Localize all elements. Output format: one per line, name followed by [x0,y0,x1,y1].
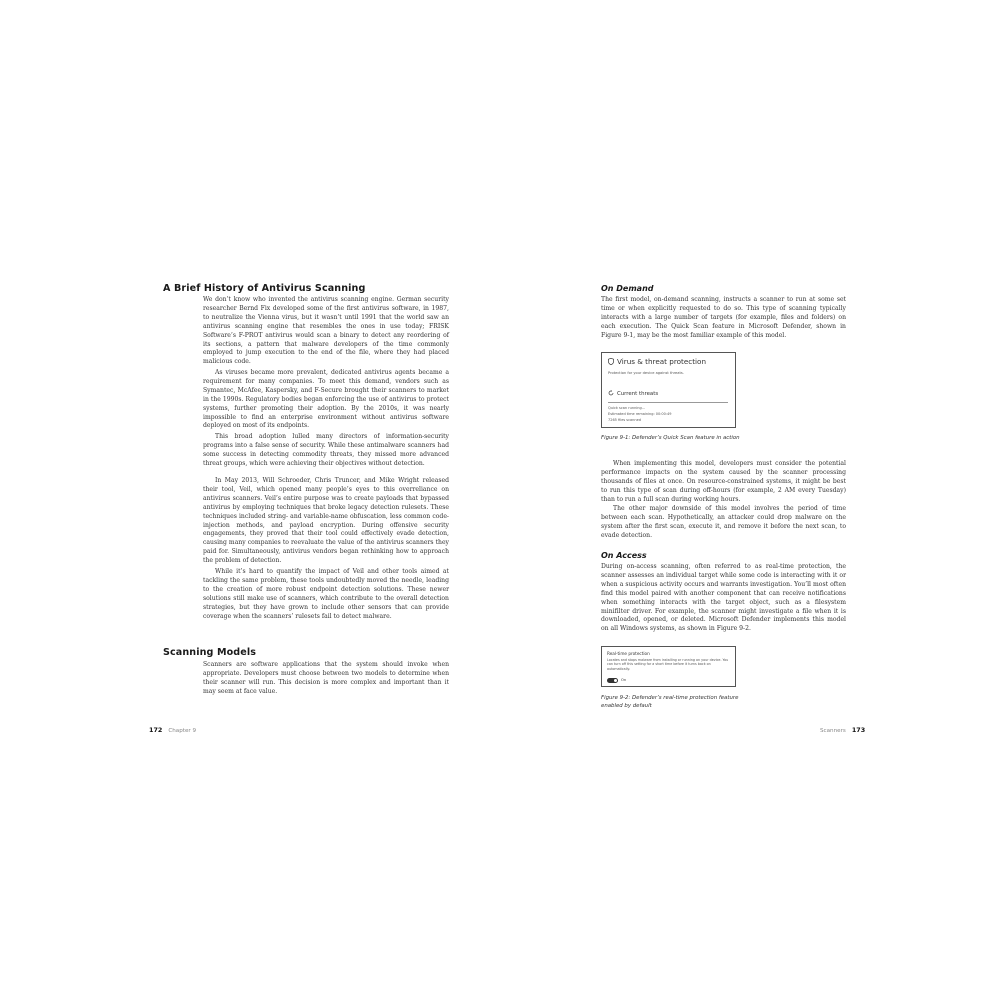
chapter-label: Chapter 9 [168,728,197,734]
time-remaining: Estimated time remaining: 00:00:49 [608,412,672,416]
heading-brief-history: A Brief History of Antivirus Scanning [163,283,366,294]
figure-title: Real-time protection [607,651,650,656]
paragraph: The first model, on-demand scanning, instructs a scanner to run at some set time or when explicitly requested to do so. This type of scanning typically interacts with a large number of targets (for example, files and folders) on each execution. The Quick Scan feature in Microsoft Defender, shown in Figure 9-1, may be the most familiar example of this model. [601,296,846,339]
page-number: 173 [851,726,866,734]
right-folio [814,726,865,734]
divider [608,402,728,403]
paragraph: We don’t know who invented the antivirus scanning engine. German security researcher Bernd Fix developed some of the first antivirus software, in 1987, to neutralize the Vienna virus, but it wasn’t until 1991 that the world saw an antivirus scanning engine that resembles the ones in use today; FRISK Software’s F-PROT antivirus would scan a binary to detect any reordering of its sections, a pattern that malware developers of the time commonly employed to jump execution to the end of the file, where they had placed malicious code. [203,296,449,366]
paragraph: While it’s hard to quantify the impact of Veil and other tools aimed at tackling the same problem, these tools undoubtedly moved the needle, leading to the creation of more robust endpoint detection solutions. These newer solutions still make use of scanners, which contribute to the overall detection strategies, but they have grown to include other sensors that can provide coverage when the scanners’ rulesets fail to detect malware. [203,568,449,620]
figure-quick-scan [601,352,736,428]
figure-caption: Figure 9-1: Defender’s Quick Scan feature in action [601,435,740,441]
refresh-icon [608,390,614,396]
paragraph: In May 2013, Will Schroeder, Chris Truncer, and Mike Wright released their tool, Veil, which opened many people’s eyes to this overreliance on antivirus scanners. Veil’s entire purpose was to create payloads that bypassed antivirus by employing techniques that broke legacy detection rulesets. These techniques included string- and variable-name obfuscation, less common code-injection methods, and payload encryption. During offensive security engagements, they proved that their tool could effectively evade detection, causing many companies to reevaluate the value of the antivirus scanners they paid for. Simultaneously, antivirus vendors began rethinking how to approach the problem of detection. [203,477,449,565]
scan-status: Quick scan running... [608,406,646,410]
figure-title: Virus & threat protection [608,357,706,366]
paragraph: This broad adoption lulled many directors of information-security programs into a false sense of security. While these antimalware scanners had some success in detecting commodity threats, they missed more advanced threat groups, which were achieving their objectives without detection. [203,433,449,467]
page-number: 172 [149,726,163,734]
toggle-switch [607,678,618,683]
toggle-label: On [621,678,627,682]
section-label: Scanners [820,728,846,734]
figure-real-time-protection [601,646,736,687]
heading-on-demand: On Demand [601,284,654,293]
figure-caption: Figure 9-2: Defender’s real-time protection feature enabled by default [601,695,739,709]
paragraph: The other major downside of this model involves the period of time between each scan. Hypothetically, an attacker could drop malware on the system after the first scan, execute it, and remove it before the next scan, to evade detection. [601,505,846,539]
left-folio [149,726,202,734]
files-scanned: 7265 files scanned [608,418,641,422]
shield-icon [608,358,614,365]
paragraph: Scanners are software applications that the system should invoke when appropriate. Developers must choose between two models to determine when their scanner will run. This decision is more complex and important than it may seem at face value. [203,661,449,695]
current-threats-section: Current threats [608,390,658,397]
heading-scanning-models: Scanning Models [163,647,257,658]
paragraph: When implementing this model, developers must consider the potential performance impacts on the system caused by the scanner processing thousands of files at once. On resource-constrained systems, it might be best to run this type of scan during off-hours (for example, 2 AM every Tuesday) than to run a full scan during working hours. [601,460,846,503]
figure-subtitle: Protection for your device against threats. [608,371,684,375]
paragraph: During on-access scanning, often referred to as real-time protection, the scanner assesses an individual target while some code is interacting with it or when a suspicious activity occurs and warrants investigation. You’ll most often find this model paired with another component that can receive notifications when something interacts with the target object, such as a filesystem minifilter driver. For example, the scanner might investigate a file when it is downloaded, opened, or deleted. Microsoft Defender implements this model on all Windows systems, as shown in Figure 9-2. [601,563,846,633]
figure-description: Locates and stops malware from installing or running on your device. You can turn off this setting for a short time before it turns back on automatically. [607,658,729,671]
heading-on-access: On Access [601,551,647,560]
paragraph: As viruses became more prevalent, dedicated antivirus agents became a requirement for many companies. To meet this demand, vendors such as Symantec, McAfee, Kaspersky, and F-Secure brought their scanners to market in the 1990s. Regulatory bodies began enforcing the use of antivirus to protect systems, further promoting their adoption. By the 2010s, it was nearly impossible to find an enterprise environment without antivirus software deployed on most of its endpoints. [203,369,449,430]
